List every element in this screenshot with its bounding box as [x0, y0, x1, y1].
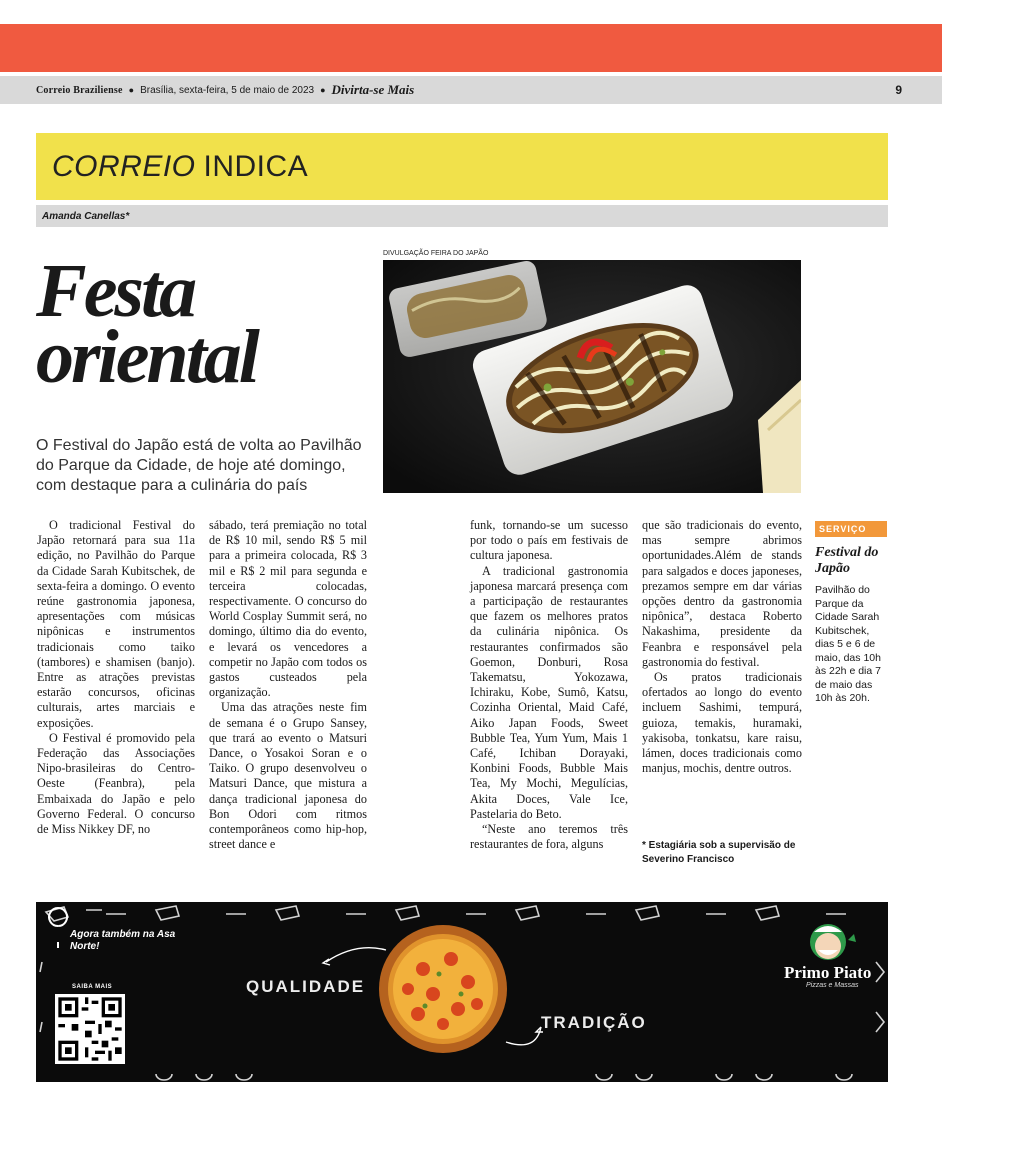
newspaper-name: Correio Braziliense: [36, 84, 123, 96]
header-color-bar: [0, 24, 942, 72]
ad-location-text: Agora também na Asa Norte!: [70, 929, 176, 952]
banner-suffix: INDICA: [203, 149, 309, 183]
qr-code-icon: [55, 994, 125, 1064]
article-column-3: [470, 518, 628, 852]
section-name: Divirta-se Mais: [331, 82, 415, 97]
byline: Amanda Canellas*: [36, 205, 888, 227]
page-folio: [0, 76, 942, 104]
dateline: Brasília, sexta-feira, 5 de maio de 2023: [140, 84, 315, 96]
article-column-2: [209, 518, 367, 852]
ad-word-qualidade: QUALIDADE: [246, 977, 366, 996]
page-number: 9: [895, 83, 902, 97]
separator-dot: ●: [320, 85, 326, 95]
paragraph: O tradicional Festival do Japão retornará para sua 11a edição, no Pavilhão do Parque da Cidade Sarah Kubitschek, de sexta-feira a domingo. O evento reúne gastronomia japonesa, apresentações com músicas nipônicas e instrumentos tradicionais como taiko (tambores) e shamisen (banjo). Entre as atrações previstas estarão concursos, oficinas culturais, artes marciais e exposições.: [37, 518, 195, 730]
paragraph: Uma das atrações neste fim de semana é o Grupo Sansey, que trará ao evento o Matsuri Dance, o Yosakoi Soran e o Taiko. O grupo desenvolveu o Matsuri Dance, que mistura a dança tradicional japonesa do Bon Odori com ritmos contemporâneos como hip-hop, street dance e: [209, 700, 367, 852]
brand-name: Primo Piato: [784, 963, 872, 982]
banner-prefix: CORREIO: [52, 149, 196, 183]
article-column-1: [37, 518, 195, 837]
author-note: * Estagiária sob a supervisão de Severino Francisco: [642, 840, 796, 865]
paragraph: sábado, terá premiação no total de R$ 10 mil, sendo R$ 5 mil para a primeira colocada, R$ 3 mil e R$ 2 mil para segunda e terceira colocadas, respectivamente. O concurso do World Cosplay Summit será, no domingo, último dia do evento, e levará os vencedores a competir no Japão com todos os gastos custeados pela organização.: [209, 518, 367, 700]
separator-dot: ●: [128, 85, 135, 95]
pizza-image: [373, 914, 513, 1064]
deck: O Festival do Japão está de volta ao Pavilhão do Parque da Cidade, de hoje até domingo, com destaque para a culinária do país: [36, 437, 362, 494]
article-column-4: [642, 518, 802, 776]
servico-title: Festival do Japão: [815, 545, 879, 576]
chef-logo-icon: [804, 920, 860, 964]
ad-word-tradicao: TRADIÇÃO: [541, 1013, 647, 1032]
paragraph: funk, tornando-se um sucesso por todo o país em festivais de cultura japonesa.: [470, 518, 628, 563]
servico-body: Pavilhão do Parque da Cidade Sarah Kubitschek, dias 5 e 6 de maio, das 10h às 22h e dia 7 de maio das 10h às 20h.: [815, 584, 881, 704]
advertisement[interactable]: [36, 902, 888, 1082]
pizza-illustration: [373, 914, 513, 1064]
paragraph: A tradicional gastronomia japonesa marcará presença com a participação de restaurantes que fazem os melhores pratos da culinária nipônica. Os restaurantes confirmados são Goemon, Donburi, Rosa Takematsu, Yokozawa, Ichiraku, Kobe, Sumô, Katsu, Cozinha Oriental, Maid Café, Aiko Japan Foods, Sweet Bubble Tea, Yum Yum, Mais 1 Café, Ichiban Dorayaki, Konbini Foods, Bubble Mais Tea, My Mochi, Megulícias, Akita Doces, Vale Ice, Pastelaria do Beto.: [470, 563, 628, 821]
brand-tagline: Pizzas e Massas: [806, 982, 859, 989]
food-photo-illustration: [383, 260, 801, 493]
saiba-mais-label: SAIBA MAIS: [72, 984, 113, 990]
paragraph: Os pratos tradicionais ofertados ao longo do evento incluem Sashimi, tempurá, guioza, temakis, huramaki, yakisoba, tonkatsu, kare raisu, lámen, doces tradicionais como manjus, mochis, dentre outros.: [642, 670, 802, 776]
paragraph: que são tradicionais do evento, mas sempre abrimos oportunidades.Além de stands para salgados e doces japoneses, prezamos sempre em dar várias opções dentro da gastronomia nipônica”, destaca Roberto Nakashima, presidente da Feanbra e responsável pela gastronomia do festival.: [642, 518, 802, 669]
headline-line-2: oriental: [36, 315, 257, 399]
qr-code[interactable]: [55, 994, 125, 1064]
photo-credit: DIVULGAÇÃO FEIRA DO JAPÃO: [383, 250, 489, 257]
headline: [36, 249, 376, 399]
paragraph: O Festival é promovido pela Federação das Associações Nipo-brasileiras do Centro-Oeste (Feanbra), pela Embaixada do Japão e pelo Governo Federal. O concurso de Miss Nikkey DF, no: [37, 730, 195, 837]
servico-tag: SERVIÇO: [815, 521, 887, 537]
column-banner: [36, 133, 888, 200]
headline-line-1: Festa: [36, 249, 195, 333]
paragraph: “Neste ano teremos três restaurantes de fora, alguns: [470, 822, 628, 852]
food-photo: [383, 260, 801, 493]
